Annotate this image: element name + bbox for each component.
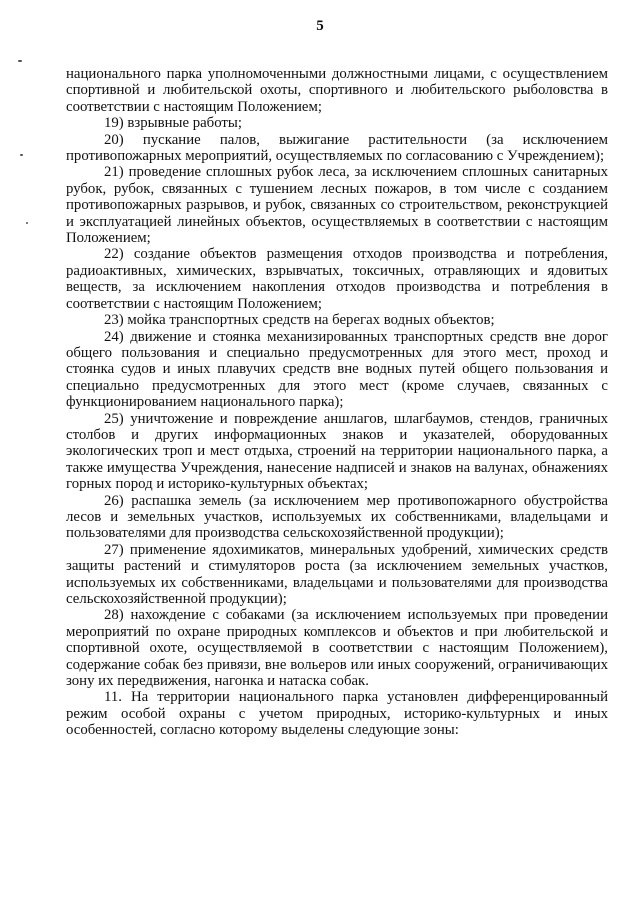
paragraph-item-25: 25) уничтожение и повреждение аншлагов, шлагбаумов, стендов, граничных столбов и других информационных знаков и указателей, оборудованных экологических троп и мест отдыха, строений на территории национального парка, а также имущества Учреждения, нанесение надписей и знаков на валунах, обнажениях горных пород и историко-культурных объектах;	[66, 410, 608, 493]
paragraph-item-21: 21) проведение сплошных рубок леса, за исключением сплошных санитарных рубок, рубок, связанных с тушением лесных пожаров, в том числе с созданием противопожарных разрывов, и рубок, связанных со строительством, реконструкцией и эксплуатацией линейных объектов, осуществляемых в соответствии с настоящим Положением;	[66, 164, 608, 247]
scan-mark	[18, 60, 22, 62]
paragraph-item-26: 26) распашка земель (за исключением мер противопожарного обустройства лесов и земельных участков, используемых их собственниками, владельцами и пользователями для производства сельскохозяйственной продукции);	[66, 492, 608, 542]
paragraph-item-24: 24) движение и стоянка механизированных транспортных средств вне дорог общего пользования и специально предусмотренных для этого мест, проход и стоянка судов и иных плавучих средств вне водных путей общего пользования и специально предусмотренных для этого мест (кроме случаев, связанных с функционированием национального парка);	[66, 328, 608, 411]
paragraph-item-20: 20) пускание палов, выжигание растительности (за исключением противопожарных мероприятий, осуществляемых по согласованию с Учреждением);	[66, 131, 608, 165]
document-body	[66, 66, 608, 739]
paragraph-item-28: 28) нахождение с собаками (за исключением используемых при проведении мероприятий по охране природных комплексов и объектов и при любительской и спортивной охоте, осуществляемой в соответствии с настоящим Положением), содержание собак без привязи, вне вольеров или иных сооружений, ограничивающих зону их передвижения, нагонка и натаска собак.	[66, 607, 608, 690]
paragraph-item-23: 23) мойка транспортных средств на берегах водных объектов;	[104, 312, 495, 329]
paragraph-item-19: 19) взрывные работы;	[104, 115, 242, 132]
scan-mark	[26, 222, 28, 224]
page-number: 5	[316, 18, 324, 34]
paragraph-item-22: 22) создание объектов размещения отходов производства и потребления, радиоактивных, химических, взрывчатых, токсичных, отравляющих и ядовитых веществ, за исключением накопления отходов производства и потребления в соответствии с настоящим Положением;	[66, 246, 608, 312]
paragraph-section-11: 11. На территории национального парка установлен дифференцированный режим особой охраны с учетом природных, историко-культурных и иных особенностей, согласно которому выделены следующие зоны:	[66, 689, 608, 739]
paragraph-continuation: национального парка уполномоченными должностными лицами, с осуществлением спортивной и любительской охоты, спортивного и любительского рыболовства в соответствии с настоящим Положением;	[66, 66, 608, 115]
paragraph-item-27: 27) применение ядохимикатов, минеральных удобрений, химических средств защиты растений и стимуляторов роста (за исключением земельных участков, используемых их собственниками, владельцами и пользователями для производства сельскохозяйственной продукции);	[66, 541, 608, 607]
scan-mark	[20, 154, 23, 156]
